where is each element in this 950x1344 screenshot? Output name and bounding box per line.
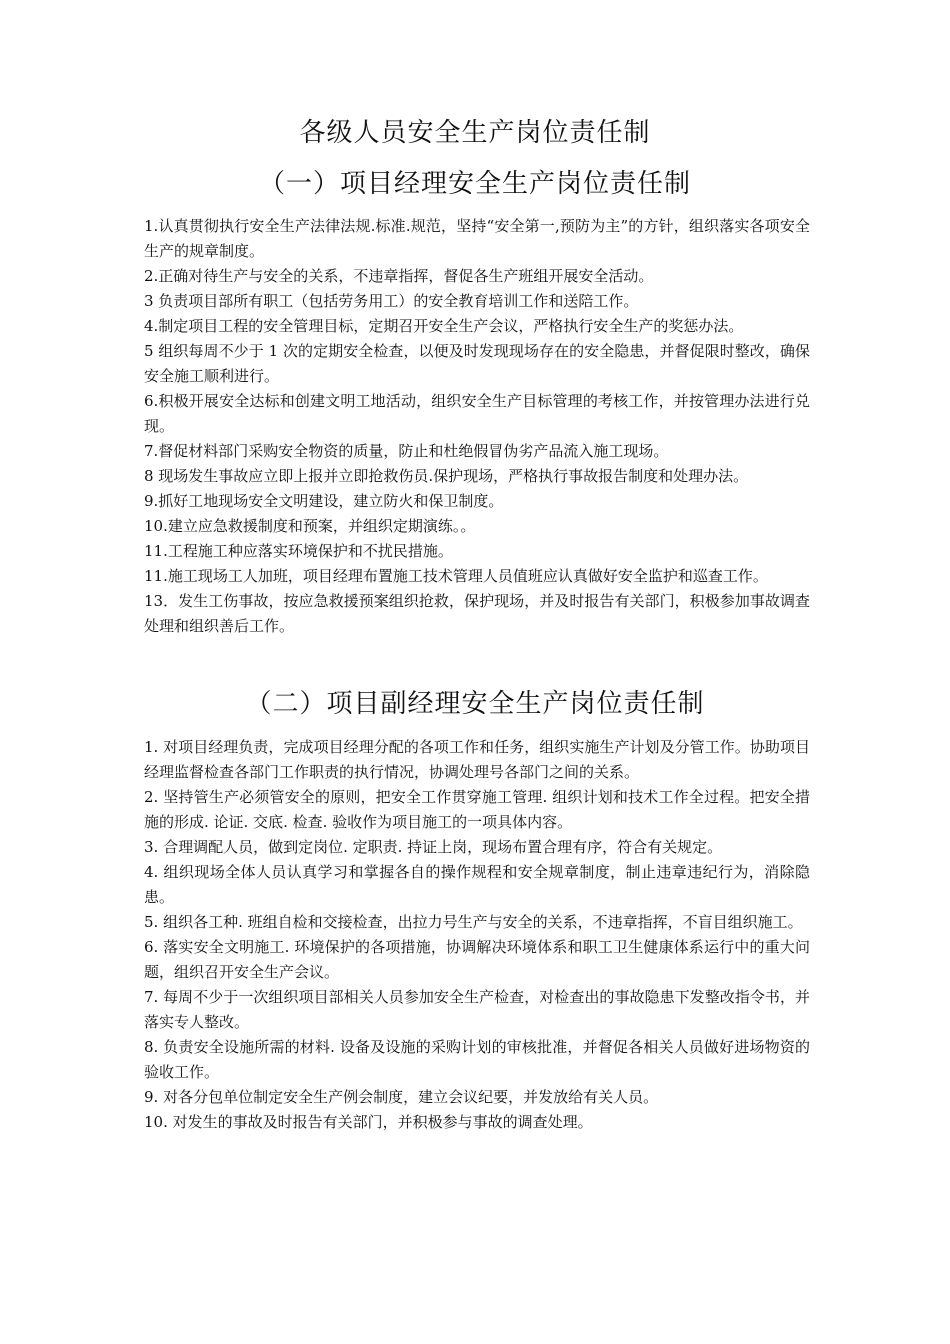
duty-item: 8. 负责安全设施所需的材料. 设备及设施的采购计划的审核批准，并督促各相关人员做好进场物资的验收工作。: [144, 1038, 810, 1081]
duty-item: 6. 落实安全文明施工. 环境保护的各项措施，协调解决环境体系和职工卫生健康体系运行中的重大问题，组织召开安全生产会议。: [144, 938, 810, 981]
duty-item: 5 组织每周不少于 1 次的定期安全检查，以便及时发现现场存在的安全隐患，并督促限时整改，确保安全施工顺利进行。: [144, 342, 810, 385]
duty-item: 10.建立应急救援制度和预案，并组织定期演练。。: [144, 517, 476, 535]
duty-item: 11.工程施工种应落实环境保护和不扰民措施。: [144, 542, 453, 560]
duty-item: 9. 对各分包单位制定安全生产例会制度，建立会议纪要，并发放给有关人员。: [144, 1088, 659, 1106]
duty-item: 3 负责项目部所有职工（包括劳务用工）的安全教育培训工作和送陪工作。: [144, 292, 639, 310]
duty-item: 1. 对项目经理负责，完成项目经理分配的各项工作和任务，组织实施生产计划及分管工作。协助项目经理监督检查各部门工作职责的执行情况，协调处理号各部门之间的关系。: [144, 738, 810, 781]
document-title: 各级人员安全生产岗位责任制: [299, 118, 651, 148]
duty-item: 4.制定项目工程的安全管理目标，定期召开安全生产会议，严格执行安全生产的奖惩办法。: [144, 317, 744, 335]
duty-item: 13．发生工伤事故，按应急救援预案组织抢救，保护现场，并及时报告有关部门，积极参加事故调查处理和组织善后工作。: [144, 592, 810, 635]
duty-item: 7. 每周不少于一次组织项目部相关人员参加安全生产检查，对检查出的事故隐患下发整改指令书，并落实专人整改。: [144, 988, 810, 1031]
duty-item: 9.抓好工地现场安全文明建设，建立防火和保卫制度。: [144, 492, 504, 510]
duty-item: 5. 组织各工种. 班组自检和交接检查，出拉力号生产与安全的关系，不违章指挥，不盲目组织施工。: [144, 913, 803, 931]
section-title-deputy-manager: （二）项目副经理安全生产岗位责任制: [245, 689, 705, 719]
duty-item: 4. 组织现场全体人员认真学习和掌握各自的操作规程和安全规章制度，制止违章违纪行为，消除隐患。: [144, 863, 810, 906]
duty-item: 8 现场发生事故应立即上报并立即抢救伤员.保护现场，严格执行事故报告制度和处理办法。: [144, 467, 749, 485]
duty-item: 7.督促材料部门采购安全物资的质量，防止和杜绝假冒伪劣产品流入施工现场。: [144, 442, 669, 460]
section-items-deputy-manager: [144, 735, 810, 1135]
duty-item: 1.认真贯彻执行安全生产法律法规.标准.规范，坚持“安全第一,预防为主”的方针，组织落实各项安全生产的规章制度。: [144, 217, 810, 260]
duty-item: 3. 合理调配人员，做到定岗位. 定职责. 持证上岗，现场布置合理有序，符合有关规定。: [144, 838, 723, 856]
duty-item: 10. 对发生的事故及时报告有关部门，并积极参与事故的调查处理。: [144, 1113, 593, 1131]
duty-item: 2.正确对待生产与安全的关系，不违章指挥，督促各生产班组开展安全活动。: [144, 267, 654, 285]
section-title-project-manager: （一）项目经理安全生产岗位责任制: [258, 169, 691, 199]
section-items-project-manager: [144, 214, 810, 639]
duty-item: 6.积极开展安全达标和创建文明工地活动，组织安全生产目标管理的考核工作，并按管理办法进行兑现。: [144, 392, 810, 435]
duty-item: 2. 坚持管生产必须管安全的原则，把安全工作贯穿施工管理. 组织计划和技术工作全过程。把安全措施的形成. 论证. 交底. 检查. 验收作为项目施工的一项具体内容。: [144, 788, 810, 831]
duty-item: 11.施工现场工人加班，项目经理布置施工技术管理人员值班应认真做好安全监护和巡查工作。: [144, 567, 768, 585]
